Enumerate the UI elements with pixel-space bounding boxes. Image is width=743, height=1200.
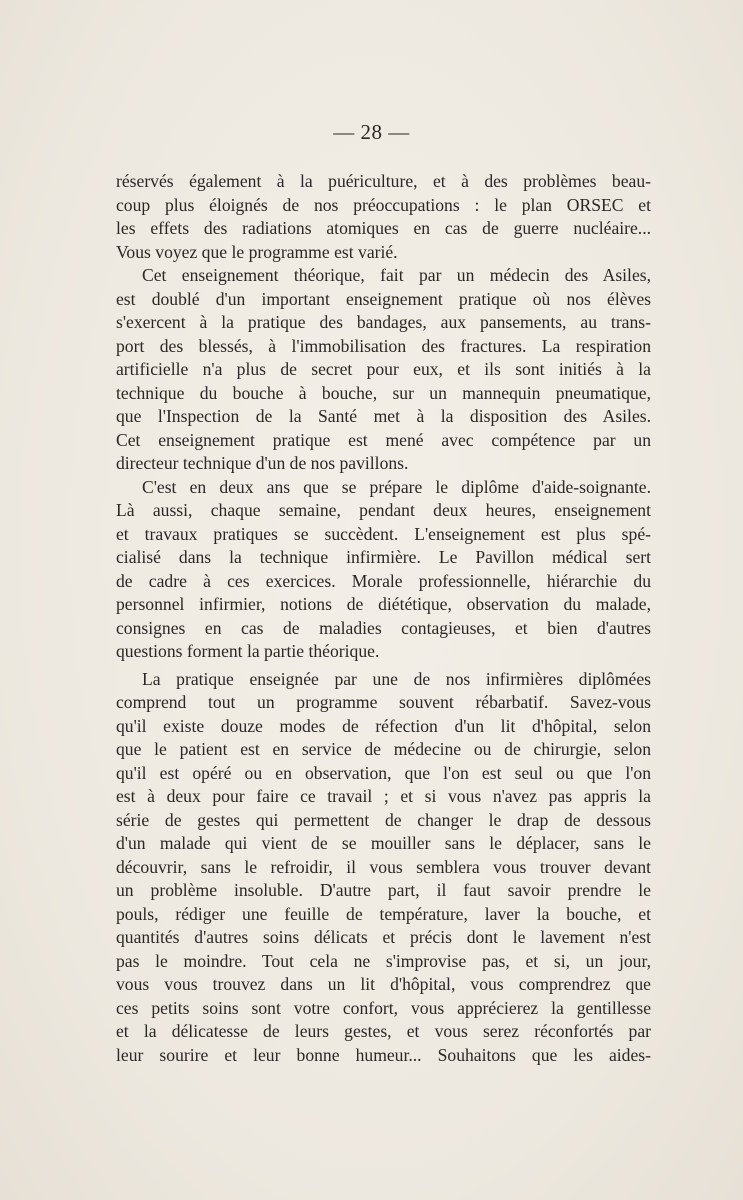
- text-line: comprend tout un programme souvent rébarbatif. Savez-vous: [116, 692, 651, 712]
- text-line: quantités d'autres soins délicats et précis dont le lavement n'est: [116, 927, 651, 947]
- text-line: Vous voyez que le programme est varié.: [116, 241, 398, 262]
- text-line: est à deux pour faire ce travail ; et si vous n'avez pas appris la: [116, 786, 651, 806]
- text-line: réservés également à la puériculture, et à des problèmes beau-: [116, 171, 651, 191]
- paragraph: [116, 170, 651, 264]
- text-line: et travaux pratiques se succèdent. L'enseignement est plus spé-: [116, 523, 651, 544]
- text-line: d'un malade qui vient de se mouiller sans le déplacer, sans le: [116, 833, 651, 853]
- text-line: La pratique enseignée par une de nos infirmières diplômées: [142, 668, 651, 689]
- text-line: C'est en deux ans que se prépare le diplôme d'aide-soignante.: [142, 476, 651, 497]
- text-line: directeur technique d'un de nos pavillons.: [116, 453, 409, 473]
- text-line: coup plus éloignés de nos préoccupations : le plan ORSEC et: [116, 194, 651, 215]
- text-line: de cadre à ces exercices. Morale professionnelle, hiérarchie du: [116, 570, 651, 591]
- text-line: Là aussi, chaque semaine, pendant deux heures, enseignement: [116, 500, 651, 520]
- text-line: est doublé d'un important enseignement pratique où nos élèves: [116, 288, 651, 309]
- text-line: s'exercent à la pratique des bandages, aux pansements, au trans-: [116, 312, 651, 332]
- text-line: personnel infirmier, notions de diététique, observation du malade,: [116, 594, 651, 614]
- text-line: les effets des radiations atomiques en cas de guerre nucléaire...: [116, 218, 651, 238]
- text-line: port des blessés, à l'immobilisation des fractures. La respiration: [116, 335, 651, 356]
- text-line: leur sourire et leur bonne humeur... Souhaitons que les aides-: [116, 1044, 651, 1065]
- text-line: pas le moindre. Tout cela ne s'improvise pas, et si, un jour,: [116, 950, 651, 971]
- text-line: ces petits soins sont votre confort, vous apprécierez la gentillesse: [116, 997, 651, 1018]
- text-line: que l'Inspection de la Santé met à la disposition des Asiles.: [116, 406, 651, 426]
- text-line: que le patient est en service de médecine ou de chirurgie, selon: [116, 739, 651, 759]
- text-line: série de gestes qui permettent de changer le drap de dessous: [116, 809, 651, 830]
- text-line: découvrir, sans le refroidir, il vous semblera vous trouver devant: [116, 856, 651, 877]
- text-line: artificielle n'a plus de secret pour eux, et ils sont initiés à la: [116, 359, 651, 379]
- text-line: consignes en cas de maladies contagieuses, et bien d'autres: [116, 617, 651, 638]
- text-line: Cet enseignement pratique est mené avec compétence par un: [116, 429, 651, 450]
- text-line: et la délicatesse de leurs gestes, et vous serez réconfortés par: [116, 1021, 651, 1041]
- text-line: questions forment la partie théorique.: [116, 641, 380, 661]
- text-line: qu'il est opéré ou en observation, que l'on est seul ou que l'on: [116, 762, 651, 783]
- text-line: un problème insoluble. D'autre part, il faut savoir prendre le: [116, 880, 651, 900]
- text-line: Cet enseignement théorique, fait par un médecin des Asiles,: [142, 265, 651, 285]
- page-number: — 28 —: [333, 120, 410, 144]
- text-line: cialisé dans la technique infirmière. Le Pavillon médical sert: [116, 547, 651, 567]
- text-line: technique du bouche à bouche, sur un mannequin pneumatique,: [116, 382, 651, 403]
- text-line: vous vous trouvez dans un lit d'hôpital, vous comprendrez que: [116, 974, 651, 994]
- paragraph: [116, 668, 651, 1068]
- paragraph: [116, 264, 651, 476]
- text-line: pouls, rédiger une feuille de température, laver la bouche, et: [116, 903, 651, 924]
- paragraph: [116, 476, 651, 664]
- text-line: qu'il existe douze modes de réfection d'un lit d'hôpital, selon: [116, 715, 651, 736]
- body-text: [116, 170, 651, 1067]
